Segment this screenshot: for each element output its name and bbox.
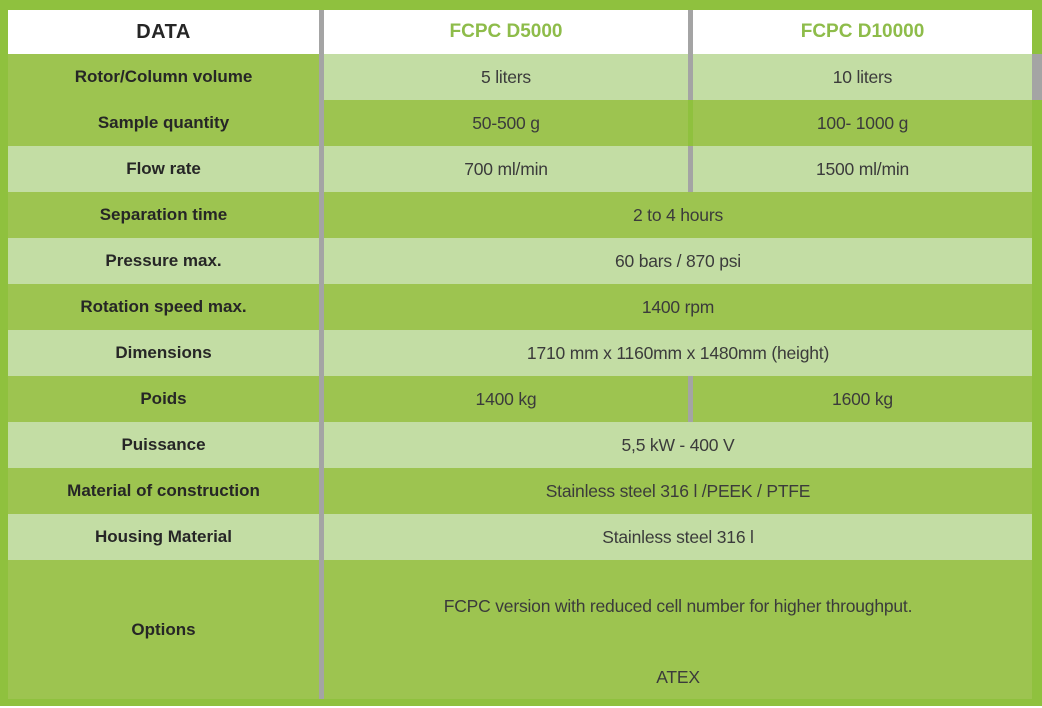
row-value-merged: 1400 rpm (324, 284, 1032, 330)
row-label: Separation time (8, 192, 319, 238)
row-value-d5000: 700 ml/min (324, 146, 688, 192)
table-row-rotor-column-volume (8, 54, 1032, 100)
table-row-sample-quantity (8, 100, 1032, 146)
row-value-d10000: 1600 kg (693, 376, 1032, 422)
row-value-merged: 5,5 kW - 400 V (324, 422, 1032, 468)
row-value-merged: Stainless steel 316 l (324, 514, 1032, 560)
options-line-1: FCPC version with reduced cell number for higher throughput. (443, 596, 913, 616)
row-label: Options (8, 560, 319, 699)
row-label: Pressure max. (8, 238, 319, 284)
row-label: Material of construction (8, 468, 319, 514)
row-label: Puissance (8, 422, 319, 468)
table-row-material-of-construction (8, 468, 1032, 514)
row-value-d10000: 1500 ml/min (693, 146, 1032, 192)
right-border-gray-segment (1032, 54, 1042, 100)
table-row-options (8, 560, 1032, 699)
row-value-d10000: 10 liters (693, 54, 1032, 100)
row-value-merged: 1710 mm x 1160mm x 1480mm (height) (324, 330, 1032, 376)
table-row-puissance (8, 422, 1032, 468)
row-value-d10000: 100- 1000 g (693, 100, 1032, 146)
row-label: Rotor/Column volume (8, 54, 319, 100)
table-row-housing-material (8, 514, 1032, 560)
row-value-merged: 2 to 4 hours (324, 192, 1032, 238)
row-label: Sample quantity (8, 100, 319, 146)
header-fcpc-d10000: FCPC D10000 (693, 10, 1032, 54)
table-row-rotation-speed-max (8, 284, 1032, 330)
header-row (8, 10, 1032, 54)
row-value-options (324, 560, 1032, 699)
row-label: Poids (8, 376, 319, 422)
table-row-dimensions (8, 330, 1032, 376)
table-row-flow-rate (8, 146, 1032, 192)
row-value-d5000: 5 liters (324, 54, 688, 100)
table-row-pressure-max (8, 238, 1032, 284)
row-label: Flow rate (8, 146, 319, 192)
table-row-poids (8, 376, 1032, 422)
row-value-d5000: 50-500 g (324, 100, 688, 146)
table-row-separation-time (8, 192, 1032, 238)
row-label: Dimensions (8, 330, 319, 376)
options-line-2: ATEX (656, 667, 700, 687)
header-fcpc-d5000: FCPC D5000 (324, 10, 688, 54)
header-data: DATA (8, 10, 319, 54)
row-label: Housing Material (8, 514, 319, 560)
row-value-merged: 60 bars / 870 psi (324, 238, 1032, 284)
row-value-merged: Stainless steel 316 l /PEEK / PTFE (324, 468, 1032, 514)
row-label: Rotation speed max. (8, 284, 319, 330)
row-value-d5000: 1400 kg (324, 376, 688, 422)
